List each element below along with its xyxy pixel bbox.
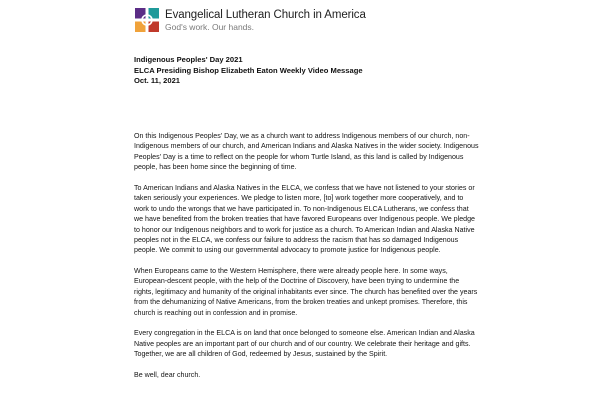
elca-cross-logo-icon [135, 8, 159, 32]
paragraph: When Europeans came to the Western Hemisphere, there were already people here. In some ways, European-descent people, with the help of the Doctrine of Discovery, have been trying to undermine the rights, legitimacy and humanity of the original inhabitants ever since. The church has benefited over the years from the dehumanizing of Native Americans, from the broken treaties and unkept promises. Therefore, this church is reaching out in confession and in promise. [134, 267, 478, 317]
tagline: God's work. Our hands. [165, 21, 255, 32]
org-name: Evangelical Lutheran Church in America [165, 8, 366, 21]
closing-line: Be well, dear church. [134, 370, 201, 379]
paragraph: To American Indians and Alaska Natives in the ELCA, we confess that we have not listened to your stories or taken seriously your experiences. We pledge to listen more, [to] work together more cooperatively, and to work to undo the wrongs that we have participated in. To non-Indigenous ELCA Lutherans, we confess that we have benefited from the broken treaties that have favored Europeans over Indigenous people. We pledge to honor our Indigenous neighbors and to work for justice as a church. To American Indian and Alaska Native peoples not in the ELCA, we confess our failure to address the racism that has so damaged Indigenous people. We commit to using our governmental advocacy to promote justice for Indigenous people. [134, 183, 475, 255]
message-title: Indigenous Peoples' Day 2021 [134, 55, 243, 64]
paragraph: Every congregation in the ELCA is on land that once belonged to someone else. American Indian and Alaska Native peoples are an important part of our church and of our country. We celebrate their heritage and gifts. Together, we are all children of God, redeemed by Jesus, sustained by the Spirit. [134, 329, 475, 359]
message-subtitle: ELCA Presiding Bishop Elizabeth Eaton Weekly Video Message [134, 65, 363, 75]
message-heading [134, 55, 363, 87]
message-date: Oct. 11, 2021 [134, 76, 181, 85]
letterhead [135, 8, 366, 32]
message-body [134, 131, 479, 391]
paragraph: On this Indigenous Peoples' Day, we as a church want to address Indigenous members of our church, non-Indigenous members of our church, and American Indians and Alaska Natives in the wider society. Indigenous Peoples' Day is a time to reflect on the people for whom Turtle Island, as this land is called by Indigenous people, has been home since the beginning of time. [134, 132, 479, 172]
